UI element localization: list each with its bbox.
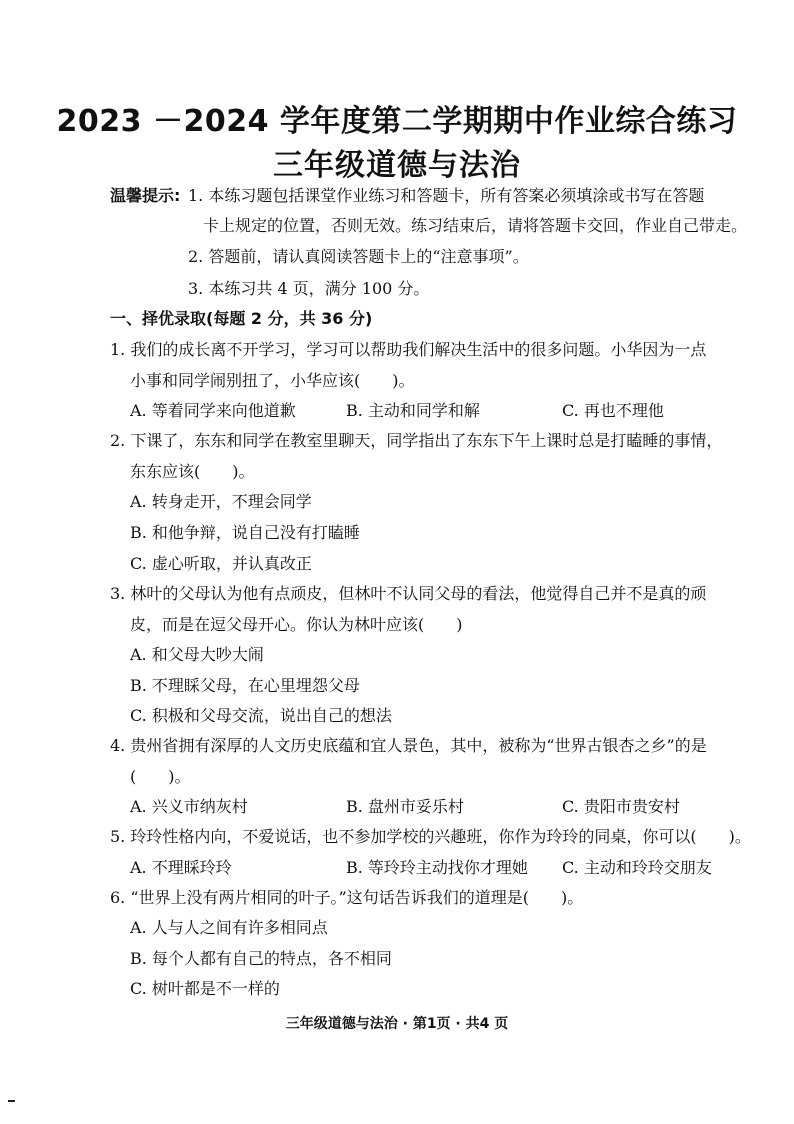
question-3-option-c: C. 积极和父母交流，说出自己的想法 bbox=[130, 706, 392, 725]
tips-item3: 3. 本练习共 4 页，满分 100 分。 bbox=[188, 279, 430, 298]
question-3-line-1: 3. 林叶的父母认为他有点顽皮，但林叶不认同父母的看法，他觉得自己并不是真的顽 bbox=[110, 584, 707, 603]
question-4-option-c: C. 贵阳市贵安村 bbox=[562, 797, 680, 816]
tips-item1-line2: 卡上规定的位置，否则无效。练习结束后，请将答题卡交回，作业自己带走。 bbox=[203, 216, 748, 235]
page-footer: 三年级道德与法治 · 第1页 · 共4 页 bbox=[285, 1016, 509, 1032]
question-6-option-b: B. 每个人都有自己的特点，各不相同 bbox=[130, 949, 392, 968]
question-1-option-b: B. 主动和同学和解 bbox=[346, 401, 480, 420]
question-6-option-a: A. 人与人之间有许多相同点 bbox=[130, 918, 328, 937]
page-subtitle: 三年级道德与法治 bbox=[273, 148, 521, 183]
question-2-line-1: 2. 下课了，东东和同学在教室里聊天，同学指出了东东下午上课时总是打瞌睡的事情， bbox=[110, 431, 723, 450]
question-3-line-2: 皮，而是在逗父母开心。你认为林叶应该( ) bbox=[130, 615, 463, 634]
question-1-option-a: A. 等着同学来向他道歉 bbox=[130, 401, 296, 420]
question-5-option-a: A. 不理睬玲玲 bbox=[130, 858, 232, 877]
section-heading: 一、择优录取(每题 2 分，共 36 分) bbox=[110, 309, 373, 328]
page-title: 2023 －2024 学年度第二学期期中作业综合练习 bbox=[56, 104, 738, 139]
question-4-line-2: ( )。 bbox=[130, 767, 191, 786]
question-1-line-2: 小事和同学闹别扭了，小华应该( )。 bbox=[130, 371, 415, 390]
question-6-line-1: 6. “世界上没有两片相同的叶子。”这句话告诉我们的道理是( )。 bbox=[110, 888, 584, 907]
question-5-option-b: B. 等玲玲主动找你才理她 bbox=[346, 858, 528, 877]
question-2-option-b: B. 和他争辩，说自己没有打瞌睡 bbox=[130, 523, 360, 542]
question-4-line-1: 4. 贵州省拥有深厚的人文历史底蕴和宜人景色，其中，被称为“世界古银杏之乡”的是 bbox=[110, 736, 707, 755]
tips-item2: 2. 答题前，请认真阅读答题卡上的“注意事项”。 bbox=[188, 247, 529, 266]
question-2-option-c: C. 虚心听取，并认真改正 bbox=[130, 554, 312, 573]
question-3-option-a: A. 和父母大吵大闹 bbox=[130, 645, 264, 664]
question-5-line-1: 5. 玲玲性格内向，不爱说话，也不参加学校的兴趣班，你作为玲玲的同桌，你可以( )。 bbox=[110, 827, 751, 846]
question-5-option-c: C. 主动和玲玲交朋友 bbox=[562, 858, 712, 877]
question-1-option-c: C. 再也不理他 bbox=[562, 401, 664, 420]
question-4-option-b: B. 盘州市妥乐村 bbox=[346, 797, 464, 816]
tips-label: 温馨提示: bbox=[110, 186, 181, 205]
question-2-option-a: A. 转身走开，不理会同学 bbox=[130, 492, 312, 511]
tips-item1-line1: 1. 本练习题包括课堂作业练习和答题卡，所有答案必须填涂或书写在答题 bbox=[188, 186, 705, 205]
question-6-option-c: C. 树叶都是不一样的 bbox=[130, 979, 280, 998]
question-3-option-b: B. 不理睬父母，在心里埋怨父母 bbox=[130, 676, 360, 695]
question-2-line-2: 东东应该( )。 bbox=[130, 462, 255, 481]
scan-mark bbox=[8, 1100, 15, 1102]
question-4-option-a: A. 兴义市纳灰村 bbox=[130, 797, 248, 816]
question-1-line-1: 1. 我们的成长离不开学习，学习可以帮助我们解决生活中的很多问题。小华因为一点 bbox=[110, 340, 707, 359]
